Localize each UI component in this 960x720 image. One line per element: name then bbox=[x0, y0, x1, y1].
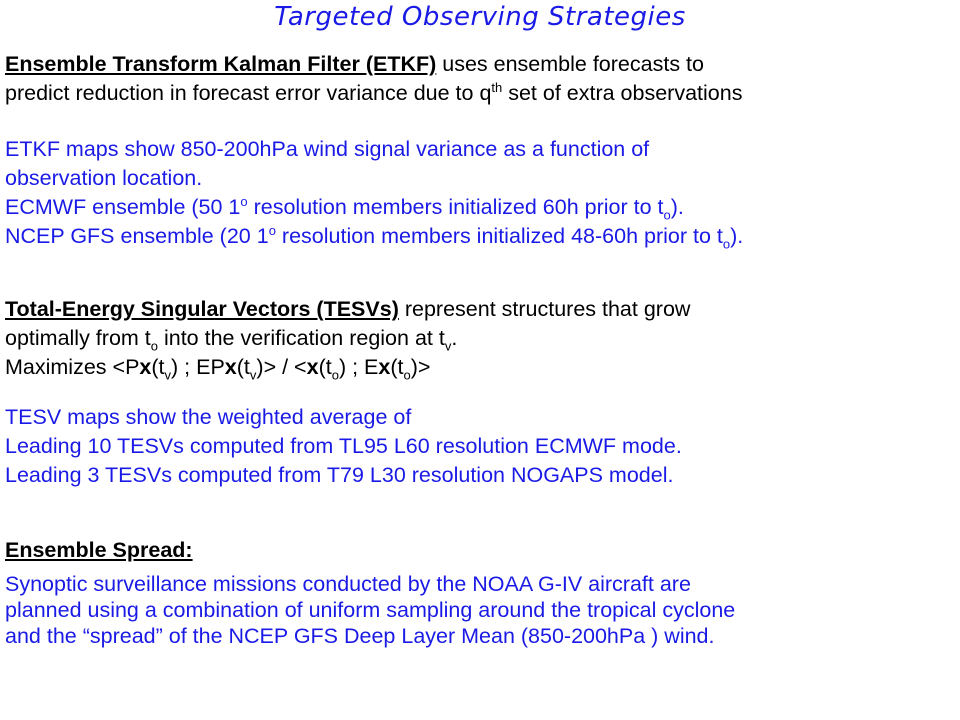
superscript: o bbox=[240, 193, 248, 209]
tesv-heading: Total-Energy Singular Vectors (TESVs) bbox=[5, 297, 399, 321]
ecmwf-text: ECMWF ensemble (50 1 bbox=[5, 195, 241, 219]
subscript: v bbox=[164, 367, 172, 383]
subscript: o bbox=[663, 207, 671, 223]
etkf-intro bbox=[5, 50, 950, 108]
superscript: th bbox=[491, 79, 503, 95]
spread-heading: Ensemble Spread: bbox=[5, 538, 193, 562]
formula-part: )> / < bbox=[256, 355, 307, 379]
formula-vector: x bbox=[139, 355, 152, 379]
subscript: v bbox=[444, 338, 452, 354]
etkf-intro-text: uses ensemble forecasts to bbox=[436, 52, 704, 76]
ecmwf-text: ). bbox=[670, 195, 684, 219]
etkf-ncep-line bbox=[5, 222, 950, 251]
tesv-maps-description bbox=[5, 403, 950, 490]
formula-part: (t bbox=[318, 355, 332, 379]
subscript: o bbox=[722, 236, 731, 252]
formula-part: (t bbox=[236, 355, 250, 379]
etkf-intro-text: predict reduction in forecast error variance due to q bbox=[5, 81, 492, 105]
subscript: v bbox=[249, 367, 257, 383]
etkf-heading: Ensemble Transform Kalman Filter (ETKF) bbox=[5, 52, 437, 76]
formula-vector: x bbox=[306, 355, 319, 379]
tesv-maps-line1: TESV maps show the weighted average of bbox=[5, 405, 412, 429]
tesv-intro-text: . bbox=[451, 326, 458, 350]
ncep-text: ). bbox=[730, 224, 744, 248]
etkf-ecmwf-line bbox=[5, 193, 950, 222]
formula-part: (t bbox=[151, 355, 165, 379]
formula-part: )> bbox=[410, 355, 431, 379]
tesv-formula bbox=[5, 353, 950, 382]
spread-line3: and the “spread” of the NCEP GFS Deep Layer Mean (850-200hPa ) wind. bbox=[5, 624, 715, 648]
etkf-maps-line2: observation location. bbox=[5, 166, 203, 190]
formula-vector: x bbox=[224, 355, 237, 379]
spread-heading-block bbox=[5, 536, 950, 565]
etkf-intro-text: set of extra observations bbox=[502, 81, 743, 105]
tesv-maps-line3: Leading 3 TESVs computed from T79 L30 resolution NOGAPS model. bbox=[5, 463, 674, 487]
spread-description bbox=[5, 571, 950, 649]
subscript: o bbox=[150, 338, 158, 354]
tesv-intro-text: optimally from t bbox=[5, 326, 151, 350]
formula-part: Maximizes <P bbox=[5, 355, 140, 379]
tesv-intro bbox=[5, 295, 950, 382]
ncep-text: resolution members initialized 48-60h prior to t bbox=[275, 224, 723, 248]
formula-vector: x bbox=[378, 355, 391, 379]
etkf-intro-line1 bbox=[5, 50, 950, 79]
etkf-maps-description bbox=[5, 135, 950, 251]
formula-part: ) ; E bbox=[338, 355, 379, 379]
ncep-text: NCEP GFS ensemble (20 1 bbox=[5, 224, 269, 248]
ecmwf-text: resolution members initialized 60h prior to t bbox=[247, 195, 664, 219]
formula-part: (t bbox=[390, 355, 404, 379]
superscript: o bbox=[268, 222, 276, 238]
subscript: o bbox=[331, 367, 339, 383]
tesv-maps-line2: Leading 10 TESVs computed from TL95 L60 resolution ECMWF mode. bbox=[5, 434, 682, 458]
page-title: Targeted Observing Strategies bbox=[274, 2, 686, 32]
tesv-intro-text: into the verification region at t bbox=[158, 326, 445, 350]
formula-part: ) ; EP bbox=[171, 355, 225, 379]
tesv-intro-text: represent structures that grow bbox=[398, 297, 691, 321]
tesv-intro-line1 bbox=[5, 295, 950, 324]
spread-line1: Synoptic surveillance missions conducted by the NOAA G-IV aircraft are bbox=[5, 572, 691, 596]
etkf-intro-line2 bbox=[5, 79, 950, 108]
spread-line2: planned using a combination of uniform sampling around the tropical cyclone bbox=[5, 598, 736, 622]
tesv-intro-line2 bbox=[5, 324, 950, 353]
subscript: o bbox=[403, 367, 411, 383]
etkf-maps-line1: ETKF maps show 850-200hPa wind signal variance as a function of bbox=[5, 137, 650, 161]
